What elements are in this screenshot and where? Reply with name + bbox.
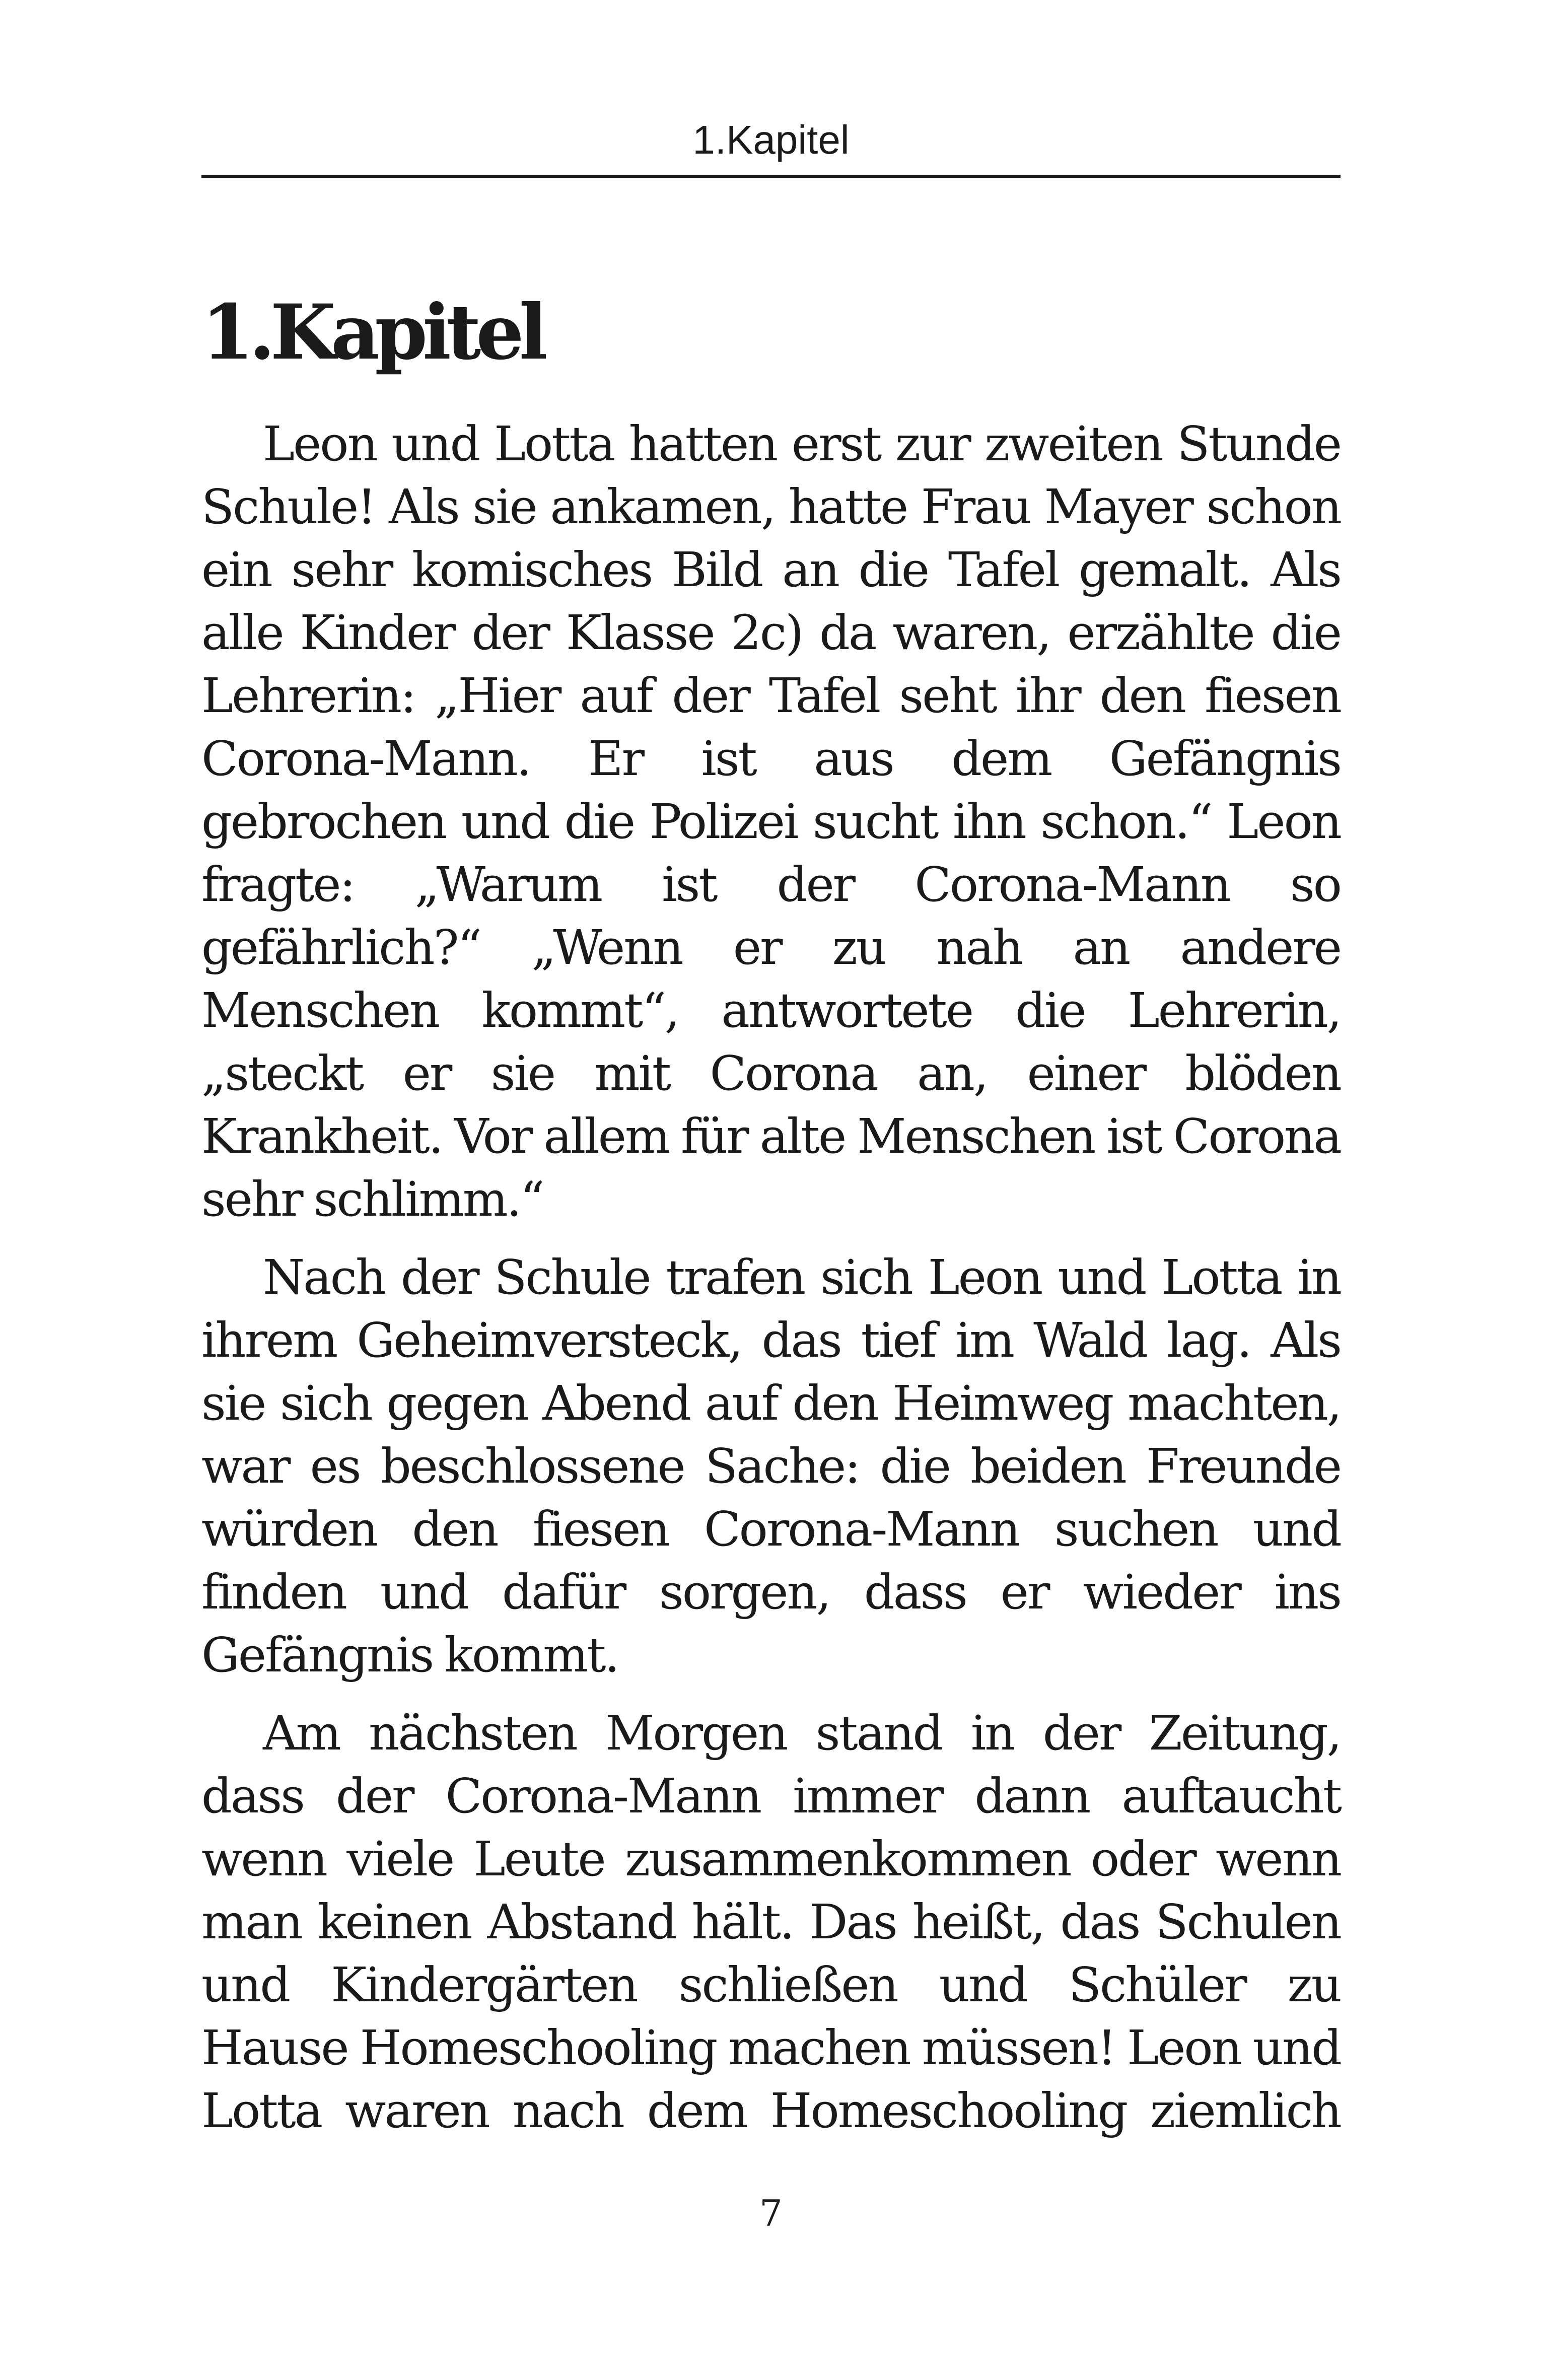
paragraph: Nach der Schule trafen sich Leon und Lotta in ihrem Geheimversteck, das tief im Wald lag. Als sie sich gegen Abend auf den Heimweg machten, war es beschlossene Sache: die beiden Freunde würden den fiesen Corona-Mann suchen und finden und dafür sorgen, dass er wieder ins Gefängnis kommt. — [201, 1250, 1341, 1683]
running-header: 1.Kapitel — [692, 117, 850, 162]
paragraph: Am nächsten Morgen stand in der Zeitung, dass der Corona-Mann immer dann auftaucht wenn viele Leute zusammenkommen oder wenn man keinen Abstand hält. Das heißt, das Schulen und Kindergärten schließen und Schüler zu Hause Homeschooling machen müssen! Leon und Lotta waren nach dem Homeschooling ziemlich — [201, 1706, 1341, 2139]
paragraph: Leon und Lotta hatten erst zur zweiten Stunde Schule! Als sie ankamen, hatte Frau Mayer schon ein sehr komisches Bild an die Tafel gemalt. Als alle Kinder der Klasse 2c) da waren, erzählte die Lehrerin: „Hier auf der Tafel seht ihr den fiesen Corona-Mann. Er ist aus dem Gefängnis gebrochen und die Polizei sucht ihn schon.“ Leon fragte: „Warum ist der Corona-Mann so gefährlich?“ „Wenn er zu nah an andere Menschen kommt“, antwortete die Lehrerin, „steckt er sie mit Corona an, einer blöden Krankheit. Vor allem für alte Menschen ist Corona sehr schlimm.“ — [201, 416, 1341, 1227]
chapter-title: 1.Kapitel — [201, 288, 543, 377]
chapter-body — [201, 413, 1341, 2158]
page-number: 7 — [759, 2192, 783, 2234]
header-divider — [201, 175, 1341, 178]
